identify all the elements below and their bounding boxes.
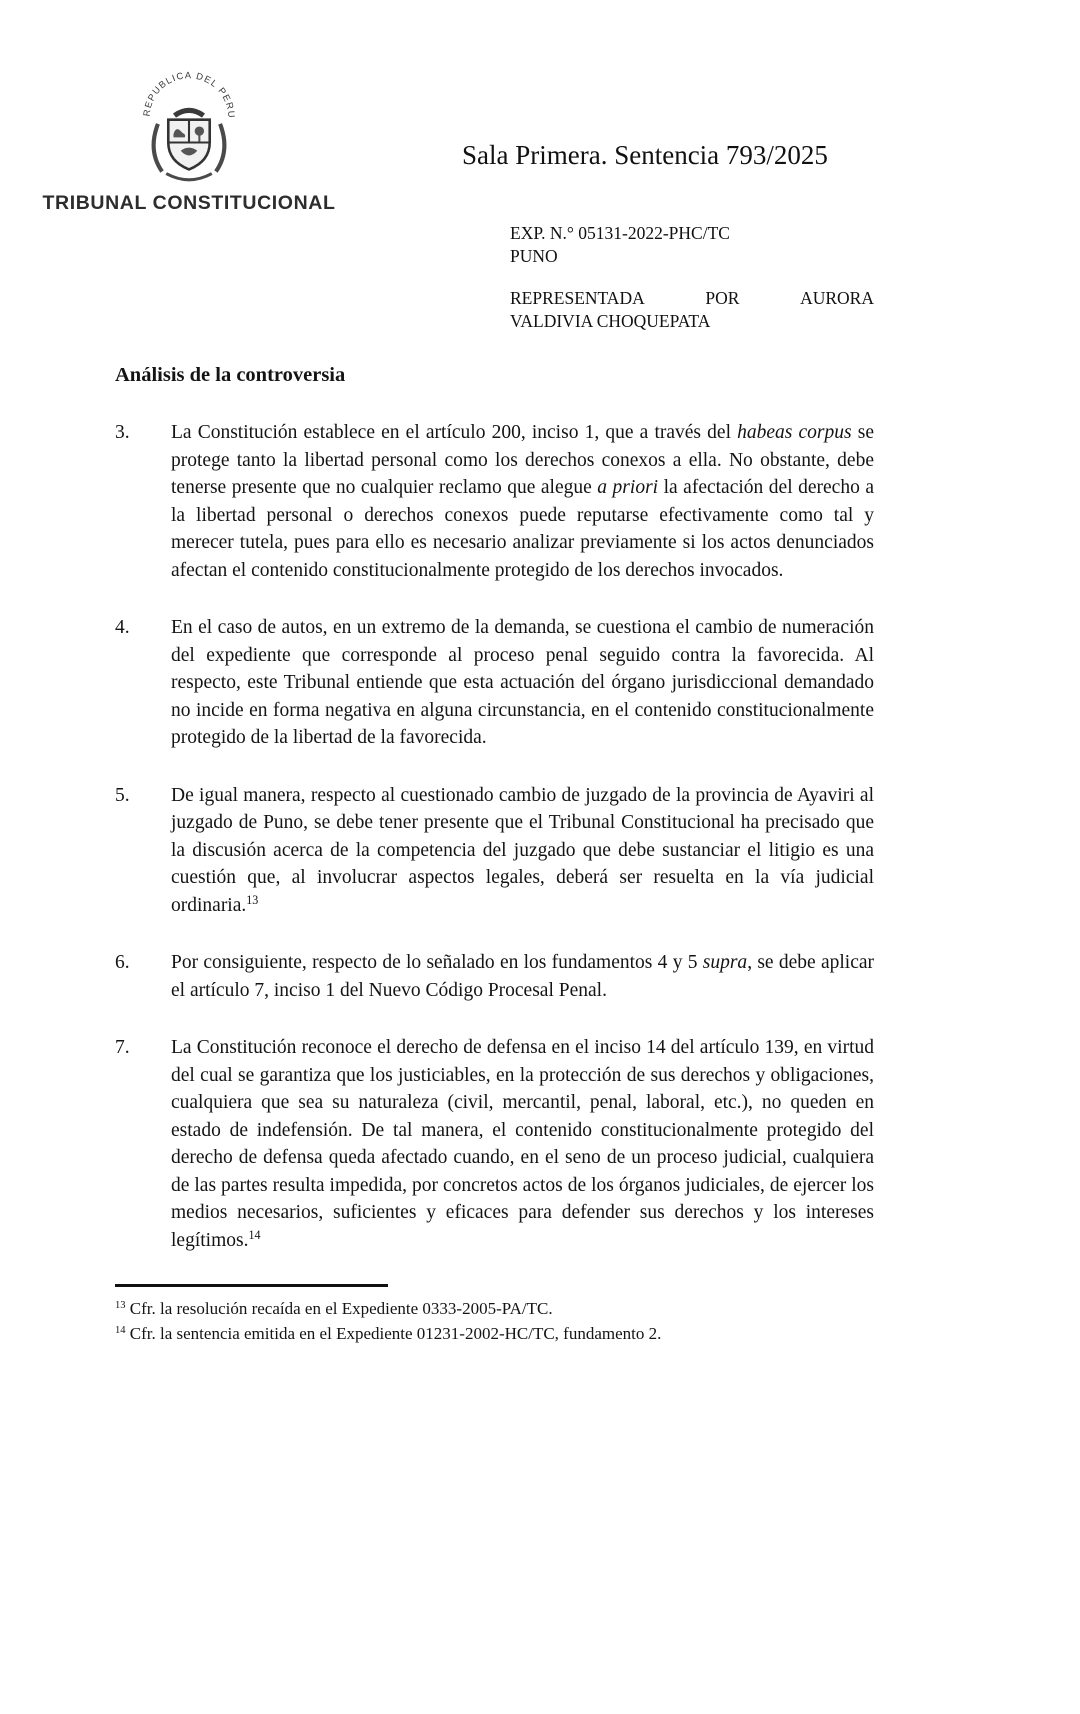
document-title: Sala Primera. Sentencia 793/2025 [462, 140, 828, 170]
text-run: En el caso de autos, en un extremo de la demanda, se cuestiona el cambio de numeración del expediente que corresponde al proceso penal seguido contra la favorecida. Al respecto, este Tribunal entiende que esta actuación del órgano jurisdiccional demandado no incide en forma negativa en alguna circunstancia, en el contenido constitucionalmente protegido de la libertad de la favorecida. [171, 617, 874, 748]
paragraph-number: 4. [115, 617, 130, 638]
represented-by [510, 287, 874, 333]
paragraph-text [171, 949, 874, 1004]
text-run: habeas corpus [737, 422, 852, 443]
text-run: , se debe aplicar el artículo 7, inciso 1 del Nuevo Código Procesal Penal. [171, 952, 874, 1001]
institution-name: TRIBUNAL CONSTITUCIONAL [42, 192, 336, 214]
case-exp-number: EXP. N.° 05131-2022-PHC/TC [510, 223, 730, 243]
paragraph [115, 782, 874, 920]
text-run: la afectación del derecho a la libertad personal o derechos conexos puede reputarse efectivamente como tal y merecer tutela, pues para ello es necesario analizar previamente si los actos denunciados afectan el contenido constitucionalmente protegido de los derechos invocados. [171, 477, 874, 581]
case-city: PUNO [510, 246, 558, 266]
paragraph-text [171, 614, 874, 752]
paragraph-number: 5. [115, 784, 130, 806]
footnotes-section [0, 1284, 1080, 1396]
paragraph-number: 3. [115, 422, 130, 443]
paragraph-text [171, 782, 874, 920]
text-run: Por consiguiente, respecto de lo señalado en los fundamentos 4 y 5 [171, 952, 703, 973]
represented-line2: VALDIVIA CHOQUEPATA [510, 311, 711, 331]
text-run: a priori [597, 477, 659, 498]
footnote-reference: 13 [246, 892, 259, 907]
text-run: De igual manera, respecto al cuestionado cambio de juzgado de la provincia de Ayaviri al juzgado de Puno, se debe tener presente que el Tribunal Constitucional ha precisado que la discusión acerca de la competencia del juzgado que debe sustanciar el litigio es una cuestión que, al involucrar aspectos legales, deberá ser resuelta en la vía judicial ordinaria. [171, 784, 874, 916]
represented-word-3: AURORA [800, 288, 874, 308]
footnote: $^{13}$ Cfr. la resolución recaída en el Expediente 0333-2005-PA/TC. [115, 1299, 553, 1318]
document-body [0, 364, 1080, 1254]
represented-word-2: POR [705, 288, 740, 308]
text-run: La Constitución establece en el artículo 200, inciso 1, que a través del [171, 422, 738, 443]
paragraph [115, 1034, 874, 1254]
paragraph-text [171, 419, 874, 584]
text-run: supra [702, 952, 748, 973]
coat-of-arms-logo [139, 70, 239, 186]
text-run: se protege tanto la libertad personal como los derechos conexos a ella. No obstante, debe tenerse presente que no cualquier reclamo que alegue [171, 422, 875, 498]
section-heading: Análisis de la controversia [115, 364, 346, 386]
paragraph-number: 7. [115, 1037, 130, 1058]
represented-line1 [510, 287, 874, 310]
footnote-separator [115, 1284, 388, 1287]
paragraph-text [171, 1034, 874, 1254]
paragraph-list [115, 419, 874, 1254]
brand-block [36, 70, 342, 215]
document-header [0, 0, 1080, 352]
paragraph [115, 419, 874, 584]
paragraph [115, 614, 874, 752]
footnote-reference: 14 [248, 1227, 261, 1242]
footnote-list [115, 1296, 874, 1346]
text-run: La Constitución reconoce el derecho de defensa en el inciso 14 del artículo 139, en virtud del cual se garantiza que los justiciables, en la protección de sus derechos y obligaciones, cualquiera que sea su naturaleza (civil, mercantil, penal, laboral, etc.), no queden en estado de indefensión. De tal manera, el contenido constitucionalmente protegido del derecho de defensa queda afectado cuando, en el seno de un proceso judicial, cualquiera de las partes resulta impedida, por concretos actos de los órganos judiciales, de ejercer los medios necesarios, suficientes y eficaces para defender sus derechos y los intereses legítimos. [171, 1037, 874, 1251]
footnote-marker: 13 [115, 1300, 126, 1312]
footnote: $^{14}$ Cfr. la sentencia emitida en el Expediente 01231-2002-HC/TC, fundamento 2. [115, 1324, 662, 1343]
paragraph [115, 949, 874, 1004]
case-info [510, 222, 730, 268]
paragraph-number: 6. [115, 952, 130, 973]
represented-word-1: REPRESENTADA [510, 288, 645, 308]
footnote-marker: 14 [115, 1325, 126, 1337]
svg-text:REPUBLICA DEL PERU: REPUBLICA DEL PERU [141, 70, 237, 120]
